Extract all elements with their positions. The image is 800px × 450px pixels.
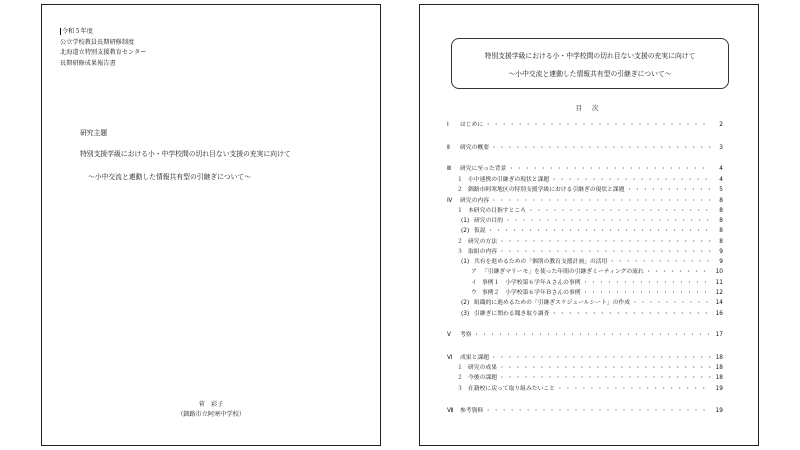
theme-heading: 研究主題 — [80, 129, 108, 137]
toc-entry-title: 「引継ぎマリーモ」を使った年間の引継ぎミーティングの流れ — [482, 269, 644, 275]
toc-entry-page: 2 — [719, 122, 723, 128]
toc-entry-title: 研究に至った背景 — [460, 166, 507, 172]
toc-entry-page: 5 — [719, 187, 723, 193]
toc-entry — [461, 258, 723, 266]
toc-entry — [457, 238, 723, 246]
author-affiliation: （釧路市立阿寒中学校） — [176, 411, 246, 418]
toc-entry-page: 10 — [715, 269, 723, 275]
title-box — [451, 38, 729, 89]
toc-entry-number: ２ — [457, 239, 463, 245]
toc-entry-title: 研究の内容 — [460, 198, 489, 204]
toc-entry — [447, 165, 723, 173]
toc-entry — [447, 331, 723, 339]
toc-leader-dots — [581, 279, 711, 287]
title-line-1: 特別支援学級における小・中学校間の切れ目ない支援の充実に向けて — [484, 52, 696, 60]
toc-leader-dots — [497, 374, 711, 382]
toc-entry-title: 研究の方法 — [468, 239, 497, 245]
toc-entry — [447, 197, 723, 205]
toc-entry-page: 12 — [715, 290, 723, 296]
title-line-2: ～小中交流と連動した情報共有型の引継ぎについて～ — [508, 70, 672, 78]
toc-entry-title: 考察 — [460, 332, 472, 338]
toc-leader-dots — [497, 248, 711, 256]
toc-leader-dots — [483, 121, 711, 129]
toc-entry-number: ２ — [457, 375, 463, 381]
toc-leader-dots — [497, 238, 711, 246]
toc-entry — [471, 279, 723, 287]
toc-entry-number: Ⅵ — [447, 355, 453, 361]
author-block — [42, 400, 380, 420]
toc-leader-dots — [472, 331, 711, 339]
toc-leader-dots — [630, 299, 711, 307]
toc-entry-title: 釧路市阿寒地区の特別支援学級における引継ぎの現状と課題 — [468, 187, 625, 193]
toc-leader-dots — [489, 144, 711, 152]
report-meta — [60, 27, 146, 69]
toc-entry-title: 共有を進めるための「個別の教育支援計画」の活用 — [474, 259, 608, 265]
toc-entry-page: 4 — [719, 166, 723, 172]
toc-entry-title: 今後の課題 — [468, 375, 497, 381]
theme-title: 特別支援学級における小・中学校間の切れ目ない支援の充実に向けて — [80, 150, 291, 158]
toc-entry-number: １ — [457, 177, 463, 183]
toc-entry-page: 9 — [719, 259, 723, 265]
toc-entry-number: Ⅶ — [447, 408, 454, 414]
toc-entry-number: (2) — [461, 300, 470, 306]
toc-entry-page: 8 — [719, 239, 723, 245]
toc-entry-page: 4 — [719, 177, 723, 183]
toc-entry-number: １ — [457, 208, 463, 214]
toc-entry-number: Ⅴ — [447, 332, 451, 338]
toc-entry — [471, 289, 723, 297]
toc-entry-number: １ — [457, 365, 463, 371]
toc-entry — [457, 385, 723, 393]
toc-entry-number: ３ — [457, 249, 463, 255]
cover-page — [41, 4, 381, 446]
toc-entry-title: 研究の目的 — [474, 218, 503, 224]
toc-entry-title: 成果と課題 — [460, 355, 489, 361]
author-name: 菅 彩子 — [198, 401, 224, 408]
meta-line-report: 長期研修成果報告書 — [60, 59, 116, 67]
toc-leader-dots — [625, 186, 711, 194]
toc-leader-dots — [489, 354, 711, 362]
text-cursor — [60, 28, 61, 35]
toc-entry — [447, 354, 723, 362]
toc-entry-title: 事例２ 小学校第６学年Ｂさんの事例 — [482, 290, 581, 296]
toc-page — [419, 4, 759, 446]
toc-entry-title: 小中連携の引継ぎの現状と課題 — [468, 177, 550, 183]
toc-entry-number: Ⅲ — [447, 166, 451, 172]
toc-entry-page: 11 — [715, 280, 723, 286]
toc-entry — [457, 186, 723, 194]
toc-entry-number: Ⅳ — [447, 198, 453, 204]
toc-entry-page: 8 — [719, 218, 723, 224]
toc-leader-dots — [506, 165, 711, 173]
toc-entry-title: 在籍校に戻って取り組みたいこと — [468, 386, 555, 392]
toc-entry-page: 3 — [719, 145, 723, 151]
toc-entry-number: ２ — [457, 187, 463, 193]
toc-entry — [471, 268, 723, 276]
toc-entry — [447, 144, 723, 152]
toc-entry — [461, 310, 723, 318]
toc-entry — [457, 207, 723, 215]
toc-entry-number: ウ — [471, 290, 477, 296]
toc-entry-number: ３ — [457, 386, 463, 392]
toc-entry-page: 18 — [715, 355, 723, 361]
toc-entry-page: 16 — [715, 311, 723, 317]
toc-entry — [447, 407, 723, 415]
toc-entry-title: 研究の成果 — [468, 365, 497, 371]
toc-entry-number: (2) — [461, 228, 470, 234]
toc-entry-number: (1) — [461, 218, 470, 224]
toc-entry-page: 17 — [715, 332, 723, 338]
toc-entry — [461, 299, 723, 307]
toc-entry-number: (3) — [461, 311, 470, 317]
toc-entry-page: 19 — [715, 386, 723, 392]
toc-entry-number: イ — [471, 280, 477, 286]
toc-entry-page: 18 — [715, 365, 723, 371]
toc-entry-page: 9 — [719, 249, 723, 255]
meta-line-year: 令和５年度 — [62, 28, 93, 35]
toc-entry-title: 引継ぎに関わる聞き取り調査 — [474, 311, 550, 317]
toc-entry-page: 14 — [715, 300, 723, 306]
toc-entry-title: 事例１ 小学校第６学年Ａさんの事例 — [482, 280, 581, 286]
toc-entry-number: Ⅰ — [447, 122, 449, 128]
toc-leader-dots — [644, 268, 711, 276]
toc-heading: 目 次 — [575, 104, 603, 112]
toc-entry — [447, 121, 723, 129]
toc-leader-dots — [497, 364, 711, 372]
theme-subtitle: ～小中交流と連動した情報共有型の引継ぎについて～ — [88, 173, 251, 181]
toc-leader-dots — [549, 176, 711, 184]
toc-entry-page: 8 — [719, 208, 723, 214]
toc-entry — [457, 176, 723, 184]
toc-entry-number: Ⅱ — [447, 145, 450, 151]
toc-entry-title: 組織的に進めるための「引継ぎスケジュールシート」の作成 — [474, 300, 631, 306]
toc-entry — [457, 374, 723, 382]
toc-entry-page: 19 — [715, 408, 723, 414]
toc-entry-number: ア — [471, 269, 477, 275]
toc-entry-title: 仮説 — [474, 228, 486, 234]
toc-leader-dots — [503, 217, 711, 225]
toc-entry — [461, 217, 723, 225]
toc-leader-dots — [526, 207, 711, 215]
toc-leader-dots — [549, 310, 711, 318]
toc-entry-title: 参考資料 — [460, 408, 484, 414]
toc-entry-title: 取組の内容 — [468, 249, 497, 255]
toc-entry-page: 8 — [719, 228, 723, 234]
toc-entry — [461, 227, 723, 235]
toc-leader-dots — [581, 289, 711, 297]
meta-line-center: 北海道立特別支援教育センター — [60, 49, 147, 56]
toc-entry — [457, 248, 723, 256]
toc-leader-dots — [486, 227, 711, 235]
toc-leader-dots — [483, 407, 711, 415]
meta-line-program: 公立学校教員長期研修制度 — [60, 38, 135, 46]
toc-entry-title: 本研究の目指すところ — [468, 208, 526, 214]
toc-entry-page: 8 — [719, 198, 723, 204]
toc-entry-number: (1) — [461, 259, 470, 265]
toc-entry-title: 研究の概要 — [460, 145, 489, 151]
toc-entry — [457, 364, 723, 372]
toc-leader-dots — [489, 197, 711, 205]
toc-entry-page: 18 — [715, 375, 723, 381]
toc-entry-title: はじめに — [460, 122, 484, 128]
toc-leader-dots — [607, 258, 711, 266]
toc-leader-dots — [555, 385, 711, 393]
